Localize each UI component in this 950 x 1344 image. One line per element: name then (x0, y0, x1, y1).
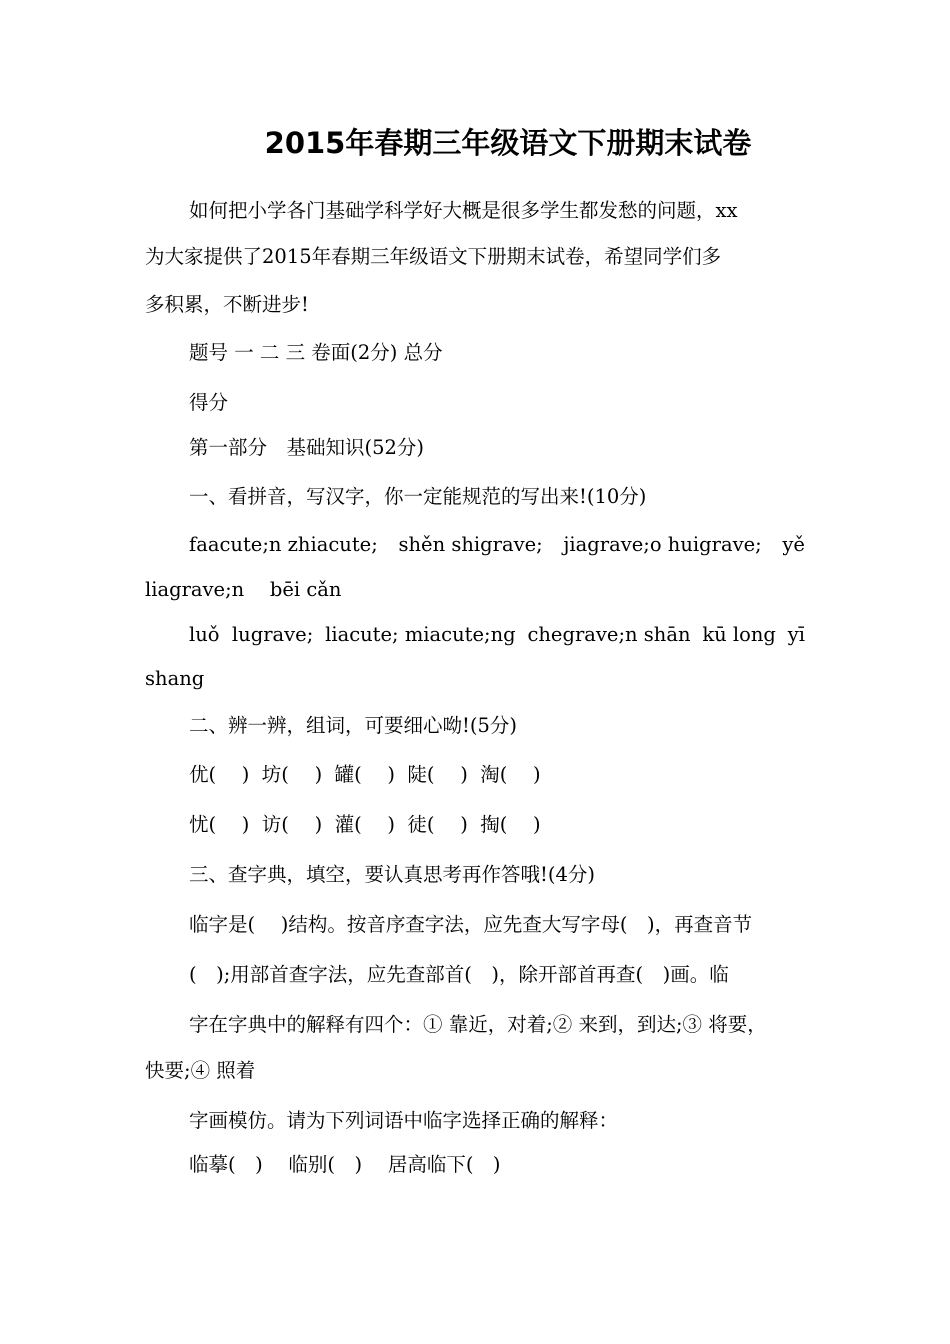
word-group-row-2: 忧( ) 访( ) 灌( ) 徒( ) 掏( ) (189, 813, 541, 836)
section3-para3: 字画模仿。请为下列词语中临字选择正确的解释： (189, 1109, 619, 1132)
pinyin-line-2 (189, 620, 805, 650)
word-group-row-1: 优( ) 坊( ) 罐( ) 陡( ) 淘( ) (189, 763, 541, 786)
section3-words: 临摹( ) 临别( ) 居高临下( ) (189, 1153, 501, 1176)
section3-para2-line1: 字在字典中的解释有四个：① 靠近，对着;② 来到，到达;③ 将要， (189, 1013, 767, 1036)
part-one-heading: 第一部分 基础知识(52分) (189, 436, 425, 459)
pinyin-item: yī (787, 623, 805, 646)
section3-para2-line2: 快要;④ 照着 (145, 1059, 256, 1082)
pinyin-line-1 (189, 530, 805, 560)
pinyin-item: faacute;n zhiacute; (189, 533, 378, 556)
section3-para1-line2: ( );用部首查字法，应先查部首( )，除开部首再查( )画。临 (189, 963, 729, 986)
section3-heading: 三、查字典，填空，要认真思考再作答哦!(4分) (189, 863, 595, 886)
pinyin-line-2-wrap: shang (145, 667, 205, 690)
pinyin-item: chegrave;n shān (527, 623, 691, 646)
pinyin-item: yě (782, 533, 805, 556)
pinyin-item: shěn shigrave; (398, 533, 543, 556)
section2-heading: 二、辨一辨，组词，可要细心呦!(5分) (189, 714, 517, 737)
pinyin-item: kū long (702, 623, 776, 646)
document-title: 2015年春期三年级语文下册期末试卷 (264, 126, 752, 160)
score-row: 得分 (189, 391, 229, 414)
table-header-row: 题号 一 二 三 卷面(2分) 总分 (189, 341, 443, 364)
section1-heading: 一、看拼音，写汉字，你一定能规范的写出来!(10分) (189, 485, 647, 508)
intro-line-3: 多积累，不断进步! (145, 293, 309, 316)
pinyin-item: liacute; miacute;ng (325, 623, 516, 646)
pinyin-item: luǒ lugrave; (189, 623, 314, 646)
pinyin-line-1-wrap: liagrave;n bēi cǎn (145, 578, 342, 601)
intro-line-1: 如何把小学各门基础学科学好大概是很多学生都发愁的问题，xx (189, 199, 738, 222)
intro-line-2: 为大家提供了2015年春期三年级语文下册期末试卷，希望同学们多 (145, 245, 722, 268)
section3-para1-line1: 临字是( )结构。按音序查字法，应先查大写字母( )，再查音节 (189, 913, 753, 936)
pinyin-item: jiagrave;o huigrave; (563, 533, 762, 556)
